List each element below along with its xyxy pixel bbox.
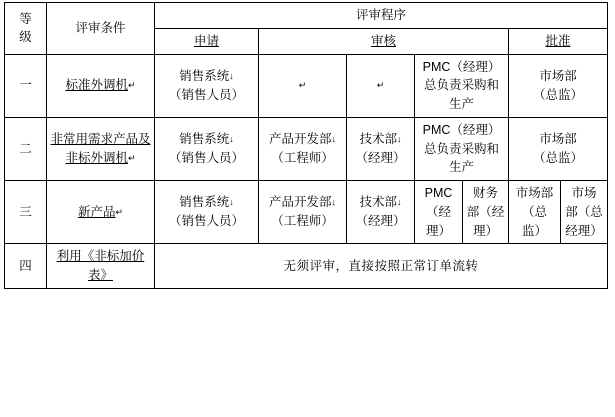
document-page [0, 2, 615, 417]
row-note: 无须评审，直接按照正常订单流转 [155, 244, 608, 289]
table-row [5, 117, 608, 180]
header-condition: 评审条件 [47, 3, 155, 55]
row-level: 二 [5, 117, 47, 180]
header-approve: 批准 [509, 28, 608, 54]
table-row [5, 181, 608, 244]
row-review-2: ↵ [347, 54, 415, 117]
row-approve-1: 市场部 （总 监） [509, 181, 561, 244]
row-review-1: 产品开发部↓ （工程师） [259, 181, 347, 244]
row-review-3: PMC（经理） 总负责采购和 生产 [415, 54, 509, 117]
row-condition: 非常用需求产品及非标外调机↵ [47, 117, 155, 180]
table-header-row-1 [5, 3, 608, 29]
row-review-2: 技术部↓ （经理） [347, 117, 415, 180]
header-apply: 申请 [155, 28, 259, 54]
row-condition: 利用《非标加价表》 [47, 244, 155, 289]
review-procedure-table [4, 2, 608, 289]
row-review-1: ↵ [259, 54, 347, 117]
row-level: 一 [5, 54, 47, 117]
row-apply: 销售系统↓ （销售人员） [155, 117, 259, 180]
row-approve-2: 市场 部（总 经理） [561, 181, 608, 244]
header-procedure: 评审程序 [155, 3, 608, 29]
table-row [5, 244, 608, 289]
row-condition: 新产品↵ [47, 181, 155, 244]
row-level: 三 [5, 181, 47, 244]
row-condition: 标准外调机↵ [47, 54, 155, 117]
row-review-3: PMC （经 理） [415, 181, 463, 244]
row-apply: 销售系统↓ （销售人员） [155, 54, 259, 117]
header-level: 等 级 [5, 3, 47, 55]
row-review-2: 技术部↓ （经理） [347, 181, 415, 244]
row-review-4: 财务 部（经 理） [463, 181, 509, 244]
header-review: 审核 [259, 28, 509, 54]
row-review-3: PMC（经理） 总负责采购和 生产 [415, 117, 509, 180]
row-approve: 市场部 （总监） [509, 54, 608, 117]
row-level: 四 [5, 244, 47, 289]
table-row [5, 54, 608, 117]
row-review-1: 产品开发部↓ （工程师） [259, 117, 347, 180]
row-approve: 市场部 （总监） [509, 117, 608, 180]
row-apply: 销售系统↓ （销售人员） [155, 181, 259, 244]
